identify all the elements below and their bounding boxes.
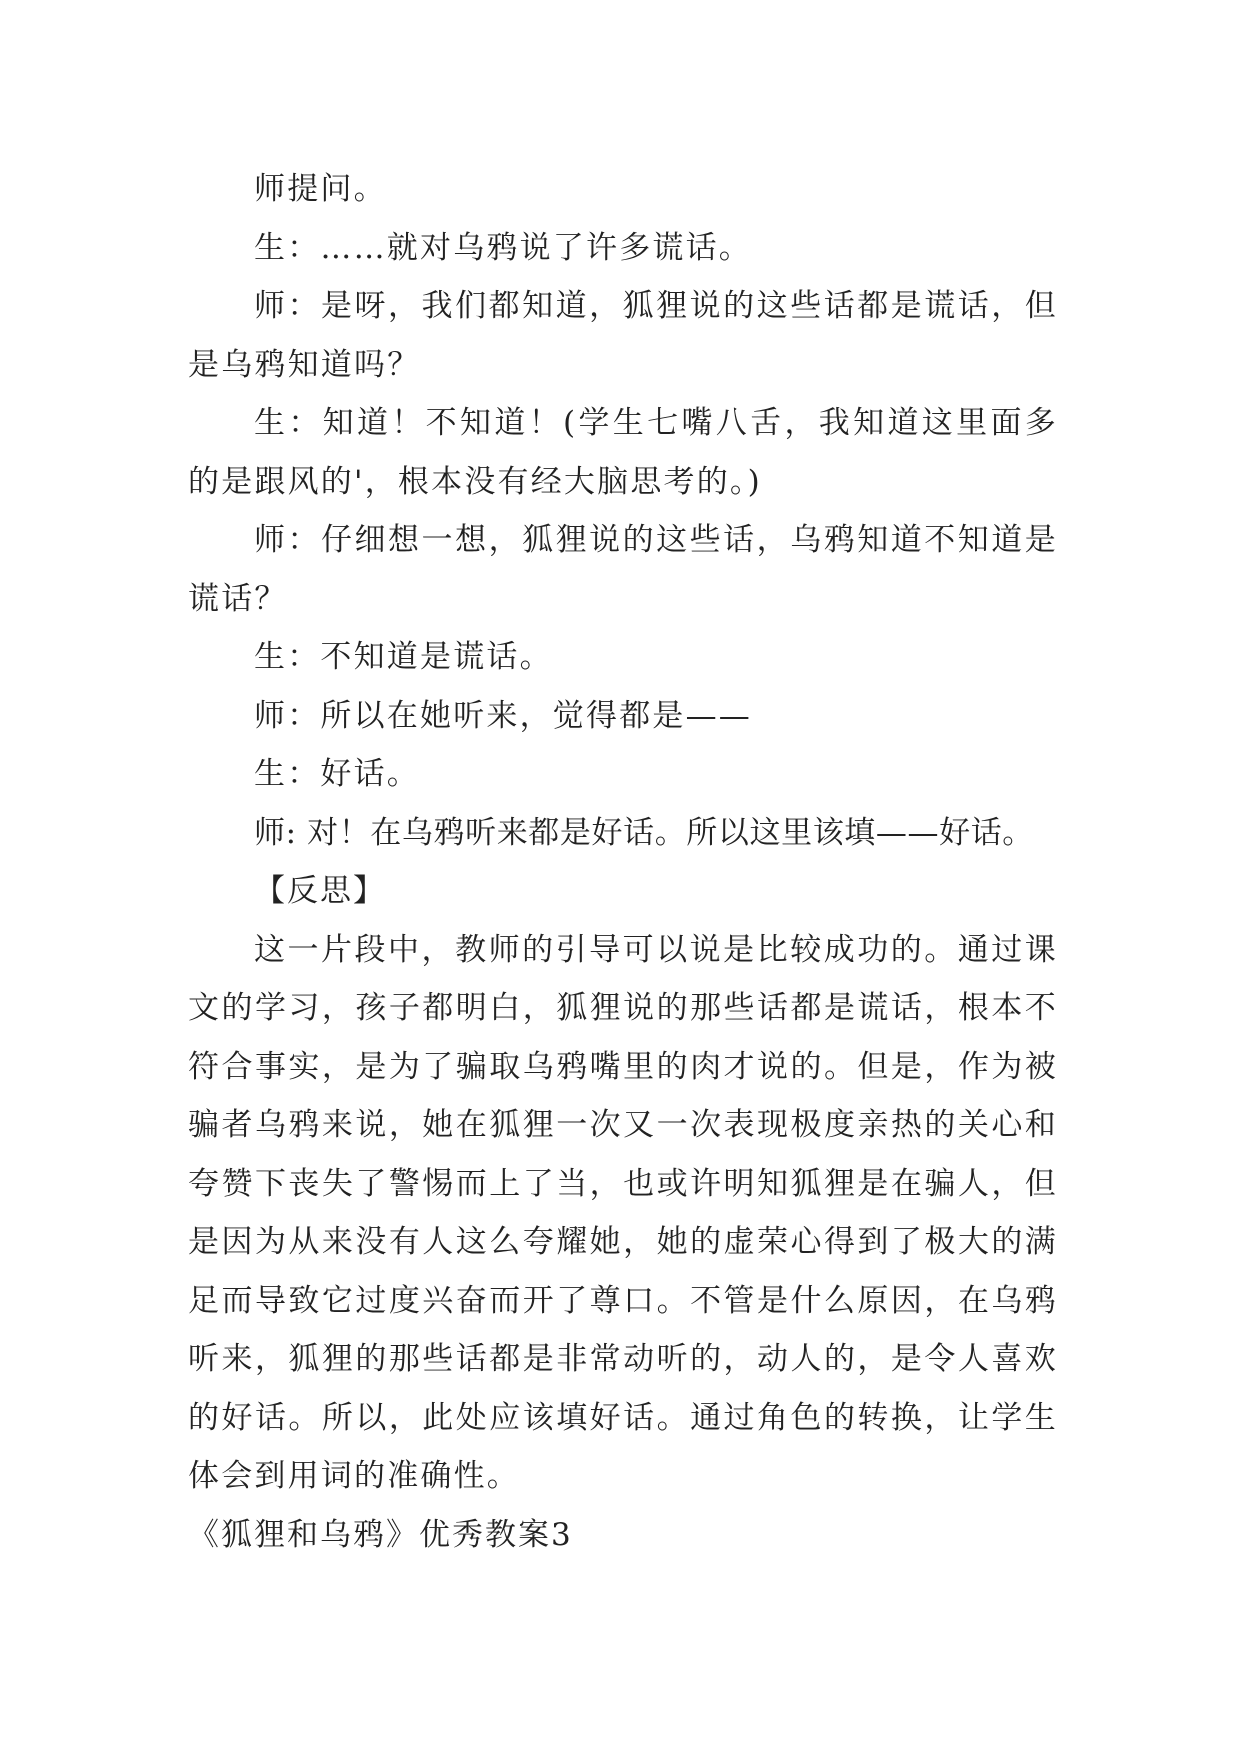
dialogue-line-2: 生：……就对乌鸦说了许多谎话。 bbox=[254, 229, 752, 266]
dialogue-line-9: 师: 对！在乌鸦听来都是好话。所以这里该填——好话。 bbox=[254, 814, 1034, 851]
dialogue-line-8: 生：好话。 bbox=[254, 756, 420, 792]
reflection-heading: 【反思】 bbox=[254, 873, 386, 909]
reflection-body: 这一片段中，教师的引导可以说是比较成功的。通过课文的学习，孩子都明白，狐狸说的那些话都是谎话，根本不符合事实，是为了骗取乌鸦嘴里的肉才说的。但是，作为被骗者乌鸦来说，她在狐狸一次又一次表现极度亲热的关心和夸赞下丧失了警惕而上了当，也或许明知狐狸是在骗人，但是因为从来没有人这么夸耀她，她的虚荣心得到了极大的满足而导致它过度兴奋而开了尊口。不管是什么原因，在乌鸦听来，狐狸的那些话都是非常动听的，动人的，是令人喜欢的好话。所以，此处应该填好话。通过角色的转换，让学生体会到用词的准确性。 bbox=[188, 931, 1058, 1494]
dialogue-line-4: 生：知道！不知道！(学生七嘴八舌，我知道这里面多的是跟风的'，根本没有经大脑思考的。) bbox=[188, 405, 1058, 500]
document-body bbox=[188, 160, 1058, 1564]
next-section-title: 《狐狸和乌鸦》优秀教案3 bbox=[188, 1516, 573, 1553]
dialogue-line-7: 师：所以在她听来，觉得都是—— bbox=[254, 697, 752, 734]
dialogue-line-1: 师提问。 bbox=[254, 171, 387, 207]
dialogue-line-3: 师：是呀，我们都知道，狐狸说的这些话都是谎话，但是乌鸦知道吗？ bbox=[188, 288, 1058, 383]
dialogue-line-5: 师：仔细想一想，狐狸说的这些话，乌鸦知道不知道是谎话？ bbox=[188, 522, 1058, 617]
dialogue-line-6: 生：不知道是谎话。 bbox=[254, 639, 553, 675]
